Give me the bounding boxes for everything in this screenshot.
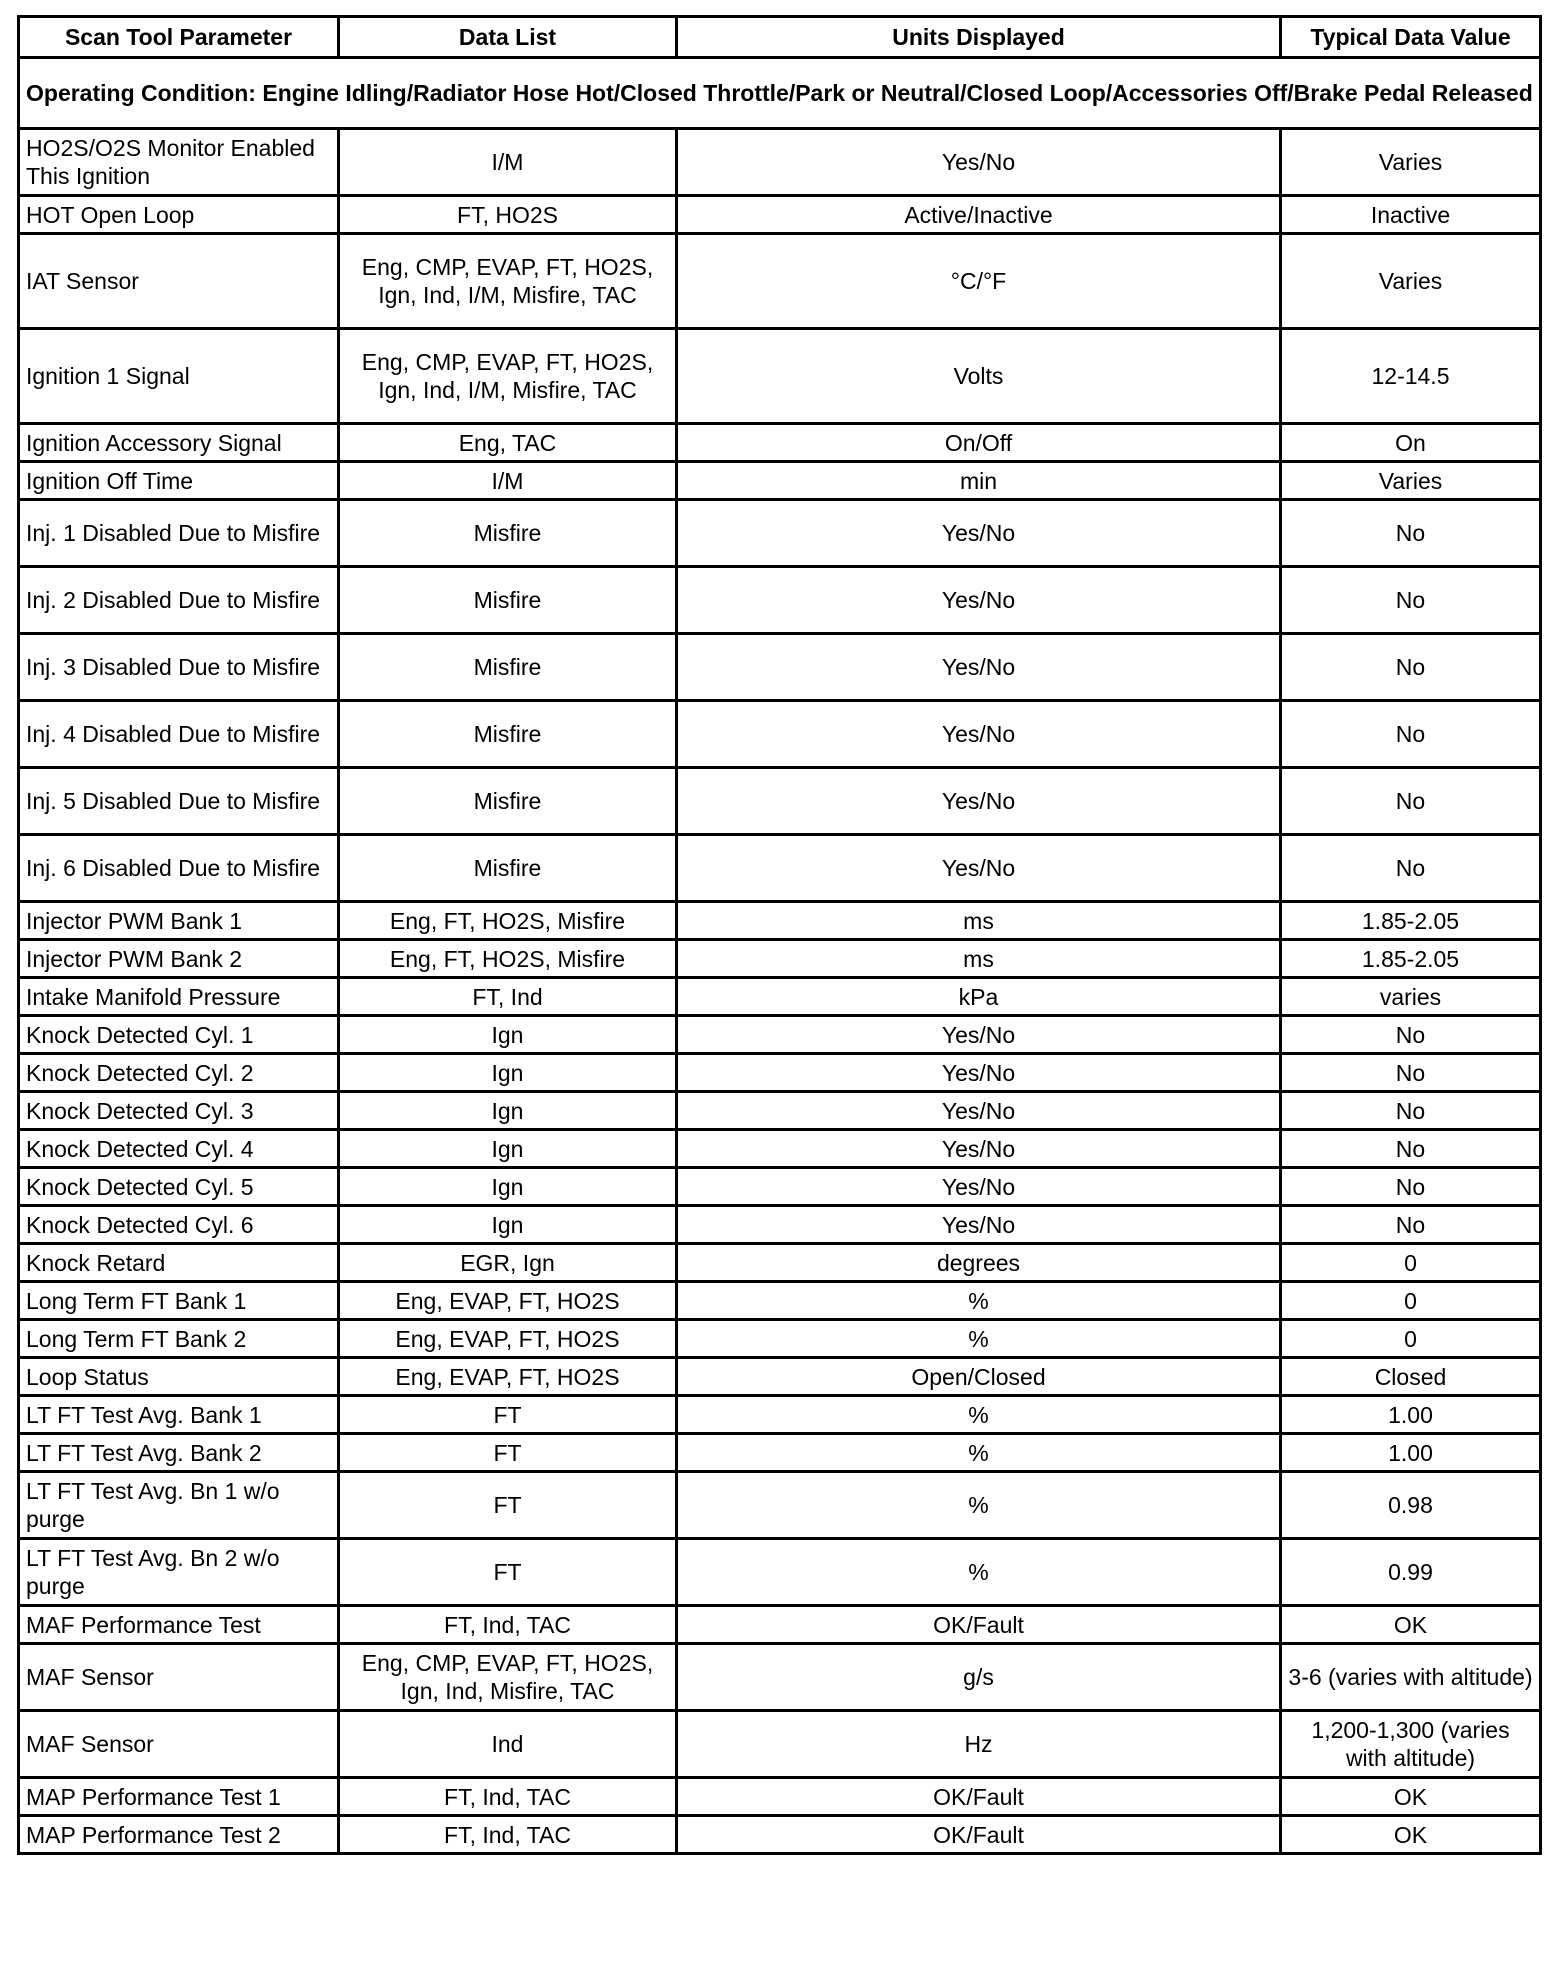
table-row — [19, 1396, 1541, 1434]
typical-value-cell: 1.00 — [1281, 1434, 1541, 1472]
table-row — [19, 1816, 1541, 1854]
units-cell: % — [677, 1434, 1281, 1472]
parameter-cell: Knock Detected Cyl. 2 — [19, 1054, 339, 1092]
units-cell: Active/Inactive — [677, 196, 1281, 234]
data-list-cell: Eng, CMP, EVAP, FT, HO2S, Ign, Ind, I/M, Misfire, TAC — [339, 234, 677, 329]
typical-value-cell: No — [1281, 1168, 1541, 1206]
parameter-cell: Ignition Off Time — [19, 462, 339, 500]
units-cell: Volts — [677, 329, 1281, 424]
typical-value-cell: 12-14.5 — [1281, 329, 1541, 424]
parameter-cell: HOT Open Loop — [19, 196, 339, 234]
parameter-cell: Intake Manifold Pressure — [19, 978, 339, 1016]
header-row — [19, 17, 1541, 58]
units-cell: Yes/No — [677, 1054, 1281, 1092]
data-list-cell: Eng, CMP, EVAP, FT, HO2S, Ign, Ind, I/M, Misfire, TAC — [339, 329, 677, 424]
typical-value-cell: 0.99 — [1281, 1539, 1541, 1606]
header-data-list: Data List — [339, 17, 677, 58]
table-row — [19, 234, 1541, 329]
parameter-cell: LT FT Test Avg. Bank 2 — [19, 1434, 339, 1472]
parameter-cell: LT FT Test Avg. Bn 2 w/o purge — [19, 1539, 339, 1606]
table-row — [19, 634, 1541, 701]
typical-value-cell: 3-6 (varies with altitude) — [1281, 1644, 1541, 1711]
units-cell: Yes/No — [677, 1130, 1281, 1168]
typical-value-cell: Varies — [1281, 129, 1541, 196]
table-row — [19, 329, 1541, 424]
typical-value-cell: No — [1281, 500, 1541, 567]
table-row — [19, 940, 1541, 978]
scan-tool-data-table — [17, 15, 1542, 1855]
table-row — [19, 1320, 1541, 1358]
operating-condition-row — [19, 58, 1541, 129]
typical-value-cell: On — [1281, 424, 1541, 462]
data-list-cell: Misfire — [339, 567, 677, 634]
units-cell: Yes/No — [677, 1206, 1281, 1244]
units-cell: Open/Closed — [677, 1358, 1281, 1396]
parameter-cell: Knock Detected Cyl. 1 — [19, 1016, 339, 1054]
table-row — [19, 1472, 1541, 1539]
data-list-cell: EGR, Ign — [339, 1244, 677, 1282]
typical-value-cell: 1.00 — [1281, 1396, 1541, 1434]
units-cell: Yes/No — [677, 768, 1281, 835]
typical-value-cell: 1.85-2.05 — [1281, 940, 1541, 978]
units-cell: min — [677, 462, 1281, 500]
data-list-cell: Eng, TAC — [339, 424, 677, 462]
table-row — [19, 196, 1541, 234]
parameter-cell: Injector PWM Bank 2 — [19, 940, 339, 978]
parameter-cell: Ignition 1 Signal — [19, 329, 339, 424]
typical-value-cell: varies — [1281, 978, 1541, 1016]
data-list-cell: Ign — [339, 1054, 677, 1092]
table-row — [19, 1206, 1541, 1244]
units-cell: Yes/No — [677, 500, 1281, 567]
parameter-cell: Inj. 6 Disabled Due to Misfire — [19, 835, 339, 902]
units-cell: Yes/No — [677, 701, 1281, 768]
header-typical-data-value: Typical Data Value — [1281, 17, 1541, 58]
table-row — [19, 1606, 1541, 1644]
operating-condition: Operating Condition: Engine Idling/Radiator Hose Hot/Closed Throttle/Park or Neutral/Closed Loop/Accessories Off/Brake Pedal Released — [19, 58, 1541, 129]
units-cell: % — [677, 1472, 1281, 1539]
table-row — [19, 1434, 1541, 1472]
parameter-cell: Injector PWM Bank 1 — [19, 902, 339, 940]
units-cell: degrees — [677, 1244, 1281, 1282]
units-cell: Yes/No — [677, 129, 1281, 196]
typical-value-cell: No — [1281, 701, 1541, 768]
data-list-cell: FT, Ind, TAC — [339, 1816, 677, 1854]
parameter-cell: Long Term FT Bank 1 — [19, 1282, 339, 1320]
table-row — [19, 1282, 1541, 1320]
parameter-cell: Loop Status — [19, 1358, 339, 1396]
units-cell: Yes/No — [677, 1016, 1281, 1054]
table-row — [19, 1016, 1541, 1054]
table-row — [19, 701, 1541, 768]
table-row — [19, 424, 1541, 462]
data-list-cell: FT, HO2S — [339, 196, 677, 234]
data-list-cell: I/M — [339, 462, 677, 500]
parameter-cell: HO2S/O2S Monitor Enabled This Ignition — [19, 129, 339, 196]
units-cell: % — [677, 1396, 1281, 1434]
typical-value-cell: No — [1281, 567, 1541, 634]
parameter-cell: LT FT Test Avg. Bn 1 w/o purge — [19, 1472, 339, 1539]
data-list-cell: Misfire — [339, 500, 677, 567]
units-cell: ms — [677, 902, 1281, 940]
table-row — [19, 978, 1541, 1016]
table-row — [19, 1711, 1541, 1778]
data-list-cell: Misfire — [339, 768, 677, 835]
parameter-cell: MAP Performance Test 1 — [19, 1778, 339, 1816]
table-row — [19, 462, 1541, 500]
typical-value-cell: No — [1281, 1092, 1541, 1130]
data-list-cell: FT — [339, 1539, 677, 1606]
data-list-cell: FT, Ind, TAC — [339, 1606, 677, 1644]
table-row — [19, 1358, 1541, 1396]
data-list-cell: Ign — [339, 1130, 677, 1168]
parameter-cell: MAF Sensor — [19, 1644, 339, 1711]
typical-value-cell: OK — [1281, 1816, 1541, 1854]
units-cell: % — [677, 1282, 1281, 1320]
table-row — [19, 835, 1541, 902]
data-list-cell: FT, Ind — [339, 978, 677, 1016]
units-cell: OK/Fault — [677, 1606, 1281, 1644]
units-cell: Hz — [677, 1711, 1281, 1778]
data-list-cell: Ign — [339, 1168, 677, 1206]
parameter-cell: MAF Performance Test — [19, 1606, 339, 1644]
typical-value-cell: 0 — [1281, 1320, 1541, 1358]
header-scan-tool-parameter: Scan Tool Parameter — [19, 17, 339, 58]
table-row — [19, 567, 1541, 634]
units-cell: % — [677, 1539, 1281, 1606]
parameter-cell: Knock Detected Cyl. 3 — [19, 1092, 339, 1130]
parameter-cell: Knock Detected Cyl. 6 — [19, 1206, 339, 1244]
data-list-cell: I/M — [339, 129, 677, 196]
parameter-cell: Inj. 2 Disabled Due to Misfire — [19, 567, 339, 634]
header-units-displayed: Units Displayed — [677, 17, 1281, 58]
data-list-cell: Ign — [339, 1016, 677, 1054]
parameter-cell: Knock Retard — [19, 1244, 339, 1282]
typical-value-cell: 0 — [1281, 1244, 1541, 1282]
typical-value-cell: 0.98 — [1281, 1472, 1541, 1539]
data-list-cell: Eng, EVAP, FT, HO2S — [339, 1282, 677, 1320]
parameter-cell: Inj. 1 Disabled Due to Misfire — [19, 500, 339, 567]
data-list-cell: Misfire — [339, 634, 677, 701]
data-list-cell: Misfire — [339, 701, 677, 768]
units-cell: Yes/No — [677, 835, 1281, 902]
parameter-cell: IAT Sensor — [19, 234, 339, 329]
parameter-cell: Inj. 3 Disabled Due to Misfire — [19, 634, 339, 701]
units-cell: kPa — [677, 978, 1281, 1016]
data-list-cell: Eng, FT, HO2S, Misfire — [339, 902, 677, 940]
data-list-cell: Eng, EVAP, FT, HO2S — [339, 1358, 677, 1396]
data-list-cell: Ign — [339, 1092, 677, 1130]
data-list-cell: Eng, FT, HO2S, Misfire — [339, 940, 677, 978]
table-row — [19, 1054, 1541, 1092]
table-row — [19, 1539, 1541, 1606]
typical-value-cell: 0 — [1281, 1282, 1541, 1320]
units-cell: Yes/No — [677, 1092, 1281, 1130]
data-list-cell: FT — [339, 1434, 677, 1472]
typical-value-cell: Closed — [1281, 1358, 1541, 1396]
table-row — [19, 1778, 1541, 1816]
parameter-cell: Inj. 4 Disabled Due to Misfire — [19, 701, 339, 768]
typical-value-cell: OK — [1281, 1606, 1541, 1644]
data-list-cell: FT, Ind, TAC — [339, 1778, 677, 1816]
typical-value-cell: Varies — [1281, 462, 1541, 500]
units-cell: °C/°F — [677, 234, 1281, 329]
typical-value-cell: 1.85-2.05 — [1281, 902, 1541, 940]
units-cell: % — [677, 1320, 1281, 1358]
data-list-cell: Ind — [339, 1711, 677, 1778]
data-list-cell: Ign — [339, 1206, 677, 1244]
data-list-cell: FT — [339, 1472, 677, 1539]
typical-value-cell: No — [1281, 1206, 1541, 1244]
typical-value-cell: No — [1281, 1054, 1541, 1092]
table-row — [19, 1244, 1541, 1282]
typical-value-cell: OK — [1281, 1778, 1541, 1816]
units-cell: g/s — [677, 1644, 1281, 1711]
typical-value-cell: No — [1281, 634, 1541, 701]
table-row — [19, 500, 1541, 567]
typical-value-cell: No — [1281, 835, 1541, 902]
data-list-cell: FT — [339, 1396, 677, 1434]
table-row — [19, 902, 1541, 940]
parameter-cell: Knock Detected Cyl. 4 — [19, 1130, 339, 1168]
units-cell: Yes/No — [677, 634, 1281, 701]
typical-value-cell: Varies — [1281, 234, 1541, 329]
units-cell: ms — [677, 940, 1281, 978]
units-cell: On/Off — [677, 424, 1281, 462]
parameter-cell: MAF Sensor — [19, 1711, 339, 1778]
units-cell: Yes/No — [677, 1168, 1281, 1206]
data-list-cell: Misfire — [339, 835, 677, 902]
table-row — [19, 129, 1541, 196]
typical-value-cell: No — [1281, 1130, 1541, 1168]
parameter-cell: LT FT Test Avg. Bank 1 — [19, 1396, 339, 1434]
parameter-cell: Knock Detected Cyl. 5 — [19, 1168, 339, 1206]
typical-value-cell: 1,200-1,300 (varies with altitude) — [1281, 1711, 1541, 1778]
data-list-cell: Eng, CMP, EVAP, FT, HO2S, Ign, Ind, Misfire, TAC — [339, 1644, 677, 1711]
table-row — [19, 1092, 1541, 1130]
units-cell: OK/Fault — [677, 1816, 1281, 1854]
typical-value-cell: No — [1281, 768, 1541, 835]
table-row — [19, 1168, 1541, 1206]
typical-value-cell: Inactive — [1281, 196, 1541, 234]
units-cell: Yes/No — [677, 567, 1281, 634]
parameter-cell: MAP Performance Test 2 — [19, 1816, 339, 1854]
parameter-cell: Inj. 5 Disabled Due to Misfire — [19, 768, 339, 835]
units-cell: OK/Fault — [677, 1778, 1281, 1816]
typical-value-cell: No — [1281, 1016, 1541, 1054]
table-row — [19, 1644, 1541, 1711]
data-list-cell: Eng, EVAP, FT, HO2S — [339, 1320, 677, 1358]
parameter-cell: Ignition Accessory Signal — [19, 424, 339, 462]
table-row — [19, 1130, 1541, 1168]
table-row — [19, 768, 1541, 835]
parameter-cell: Long Term FT Bank 2 — [19, 1320, 339, 1358]
